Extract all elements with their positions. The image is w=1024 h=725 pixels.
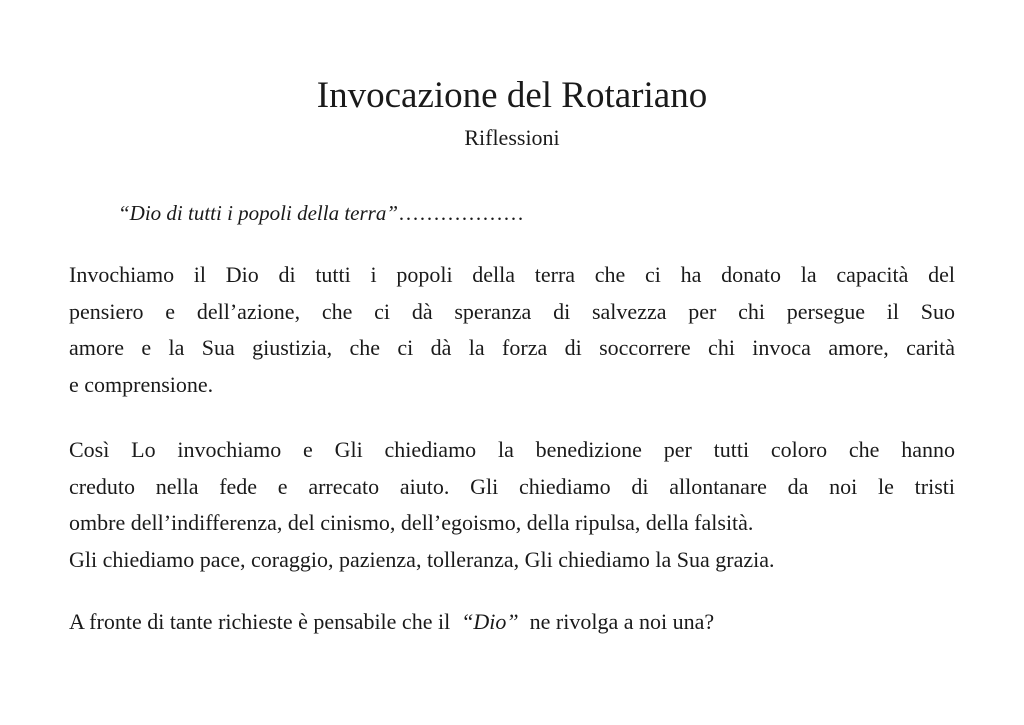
paragraph-3-italic-dio: “Dio” xyxy=(461,609,519,634)
paragraph-3 xyxy=(69,604,955,641)
paragraph-3-text-after: ne rivolga a noi una? xyxy=(518,609,715,634)
paragraph-2-line: creduto nella fede e arrecato aiuto. Gli chiediamo di allontanare da noi le tristi xyxy=(69,473,955,499)
paragraph-3-line xyxy=(69,604,955,641)
epigraph xyxy=(118,198,524,228)
paragraph-2-line: Così Lo invochiamo e Gli chiediamo la benedizione per tutti coloro che hanno xyxy=(69,437,955,462)
paragraph-2 xyxy=(69,432,955,578)
paragraph-1-line: e comprensione. xyxy=(69,371,214,397)
paragraph-2-line: Gli chiediamo pace, coraggio, pazienza, tolleranza, Gli chiediamo la Sua grazia. xyxy=(69,546,775,572)
paragraph-1-line: pensiero e dell’azione, che ci dà speranza di salvezza per chi persegue il Suo xyxy=(69,298,955,324)
paragraph-1-line: Invochiamo il Dio di tutti i popoli della terra che ci ha donato la capacità del xyxy=(69,262,955,287)
epigraph-quote: “Dio di tutti i popoli della terra” xyxy=(118,201,399,225)
page-title: Invocazione del Rotariano xyxy=(316,75,708,116)
epigraph-ellipsis: ……………… xyxy=(398,201,525,225)
paragraph-1 xyxy=(69,257,955,403)
paragraph-2-line: ombre dell’indifferenza, del cinismo, dell’egoismo, della ripulsa, della falsità. xyxy=(69,510,754,535)
page-subtitle: Riflessioni xyxy=(464,125,560,150)
paragraph-3-text-before: A fronte di tante richieste è pensabile che il xyxy=(69,609,462,634)
paragraph-1-line: amore e la Sua giustizia, che ci dà la forza di soccorrere chi invoca amore, carità xyxy=(69,335,955,360)
